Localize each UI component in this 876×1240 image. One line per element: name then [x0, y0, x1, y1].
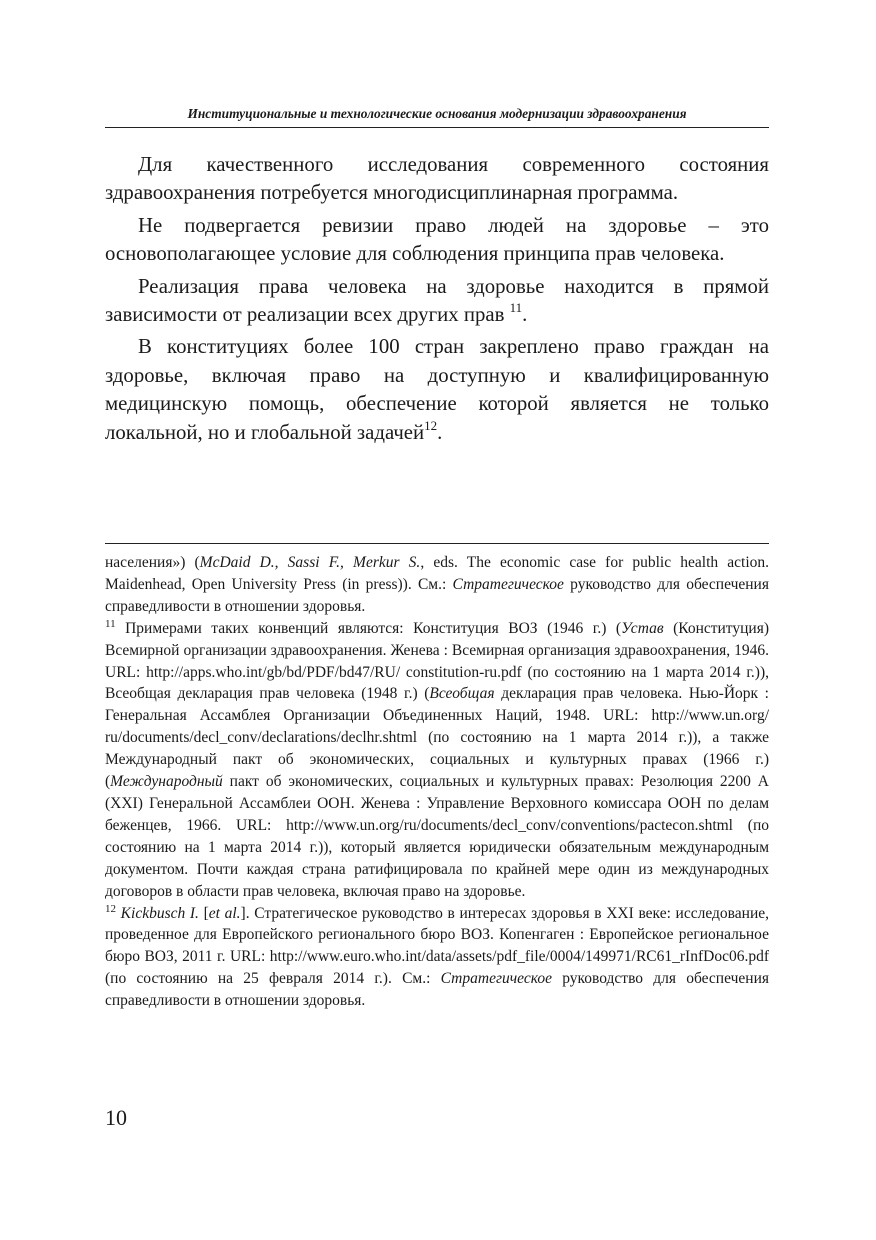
footnote-text: , eds. The economic case for public health action. Maidenhead, Open University Press (in press)). См.:: [105, 554, 770, 593]
footnote-text: декларация прав человека. Нью-Йорк : Генеральная Ассамблея Организации Объединенных Наций, 1948. URL: http://www.un.org/ ru/documents/decl_conv/declarations/declhr.shtml (по состоянию на 1 марта 2014 г.)), а также Международный пакт об экономических, социальных и культурных правах (1966 г.) (: [105, 685, 769, 791]
footnote-italic: Устав: [621, 619, 664, 637]
paragraph-4-end: .: [437, 420, 443, 444]
paragraph-3-text: Реализация права человека на здоровье находится в прямой зависимости от реализации всех других прав: [105, 274, 769, 327]
footnote-italic: Всеобщая: [429, 685, 495, 703]
paragraph-2-text: Не подвергается ревизии право людей на здоровье – это основополагающее условие для соблюдения принципа прав человека.: [105, 213, 769, 266]
running-header: Институциональные и технологические основания модернизации здравоохранения: [187, 106, 687, 121]
footnote-italic: Kickbusch I.: [120, 904, 199, 922]
footnote-italic: Стратегическое: [440, 970, 552, 988]
paragraph-3-end: .: [522, 303, 528, 327]
footnote-text: (Конституция) Всемирной организации здравоохранения. Женева : Всемирная организация здравоохранения, 1946. URL: http://apps.who.int/gb/bd/PDF/bd47/RU/ constitution-ru.pdf (по состоянию на 1 марта 2014 г.)), Всеобщая декларация прав человека (1948 г.) (: [105, 619, 770, 703]
paragraph-1: [105, 151, 769, 208]
footnote-ref-11[interactable]: 11: [509, 300, 523, 316]
footnote-text: Примерами таких конвенций являются: Конституция ВОЗ (1946 г.) (: [115, 619, 622, 637]
paragraph-4: [105, 333, 769, 447]
footnotes: [105, 552, 769, 1012]
footnote-italic: et al.: [208, 904, 241, 922]
footnote-11: [105, 618, 769, 903]
footnote-continued: [105, 552, 769, 618]
footnote-italic: Стратегическое: [452, 575, 564, 593]
paragraph-1-text: Для качественного исследования современного состояния здравоохранения потребуется многодисциплинарная программа.: [105, 153, 769, 205]
body-text: [105, 151, 769, 447]
footnote-number-12: 12: [105, 902, 116, 915]
page-number: 10: [105, 1105, 127, 1130]
footnote-ref-12[interactable]: 12: [424, 417, 438, 433]
footnote-italic: Международный: [110, 773, 223, 791]
footnote-text: руководство для обеспечения справедливости в отношении здоровья.: [105, 970, 769, 1010]
footnote-text: ]. Стратегическое руководство в интересах здоровья в XXI веке: исследование, проведенное для Европейского регионального бюро ВОЗ. Копенгаген : Европейское региональное бюро ВОЗ, 2011 г. URL: http://www.euro.who.int/data/assets/pdf_file/0004/149971/RC61_rInfDoc06.pdf (по состоянию на 25 февраля 2014 г.). См.:: [105, 904, 769, 988]
footnote-12: [105, 903, 769, 1013]
footnote-italic: McDaid D., Sassi F., Merkur S.: [199, 554, 421, 571]
footnote-text: пакт об экономических, социальных и культурных правах: Резолюция 2200 А (XXI) Генеральной Ассамблеи ООН. Женева : Управление Верховного комиссара ООН по делам беженцев, 1966. URL: http://www.un.org/ru/documents/decl_conv/conventions/pactecon.shtml (по состоянию на 1 марта 2014 г.)), который является юридически обязательным международным документом. Почти каждая страна ратифицировала по крайней мере один из международных договоров в области прав человека, включая право на здоровье.: [105, 773, 769, 900]
footnote-number-11: 11: [105, 617, 116, 630]
footnote-text: населения») (: [105, 554, 200, 571]
footnote-text: [: [198, 904, 209, 922]
paragraph-3: [105, 273, 769, 330]
paragraph-2: [105, 212, 769, 269]
footnote-separator: [105, 543, 769, 544]
paragraph-4-text: В конституциях более 100 стран закреплено право граждан на здоровье, включая право на доступную и квалифицированную медицинскую помощь, обеспечение которой является не только локальной, но и глобальной задачей: [105, 335, 769, 444]
footnote-text: руководство для обеспечения справедливости в отношении здоровья.: [105, 575, 769, 615]
header-rule: [105, 127, 769, 128]
